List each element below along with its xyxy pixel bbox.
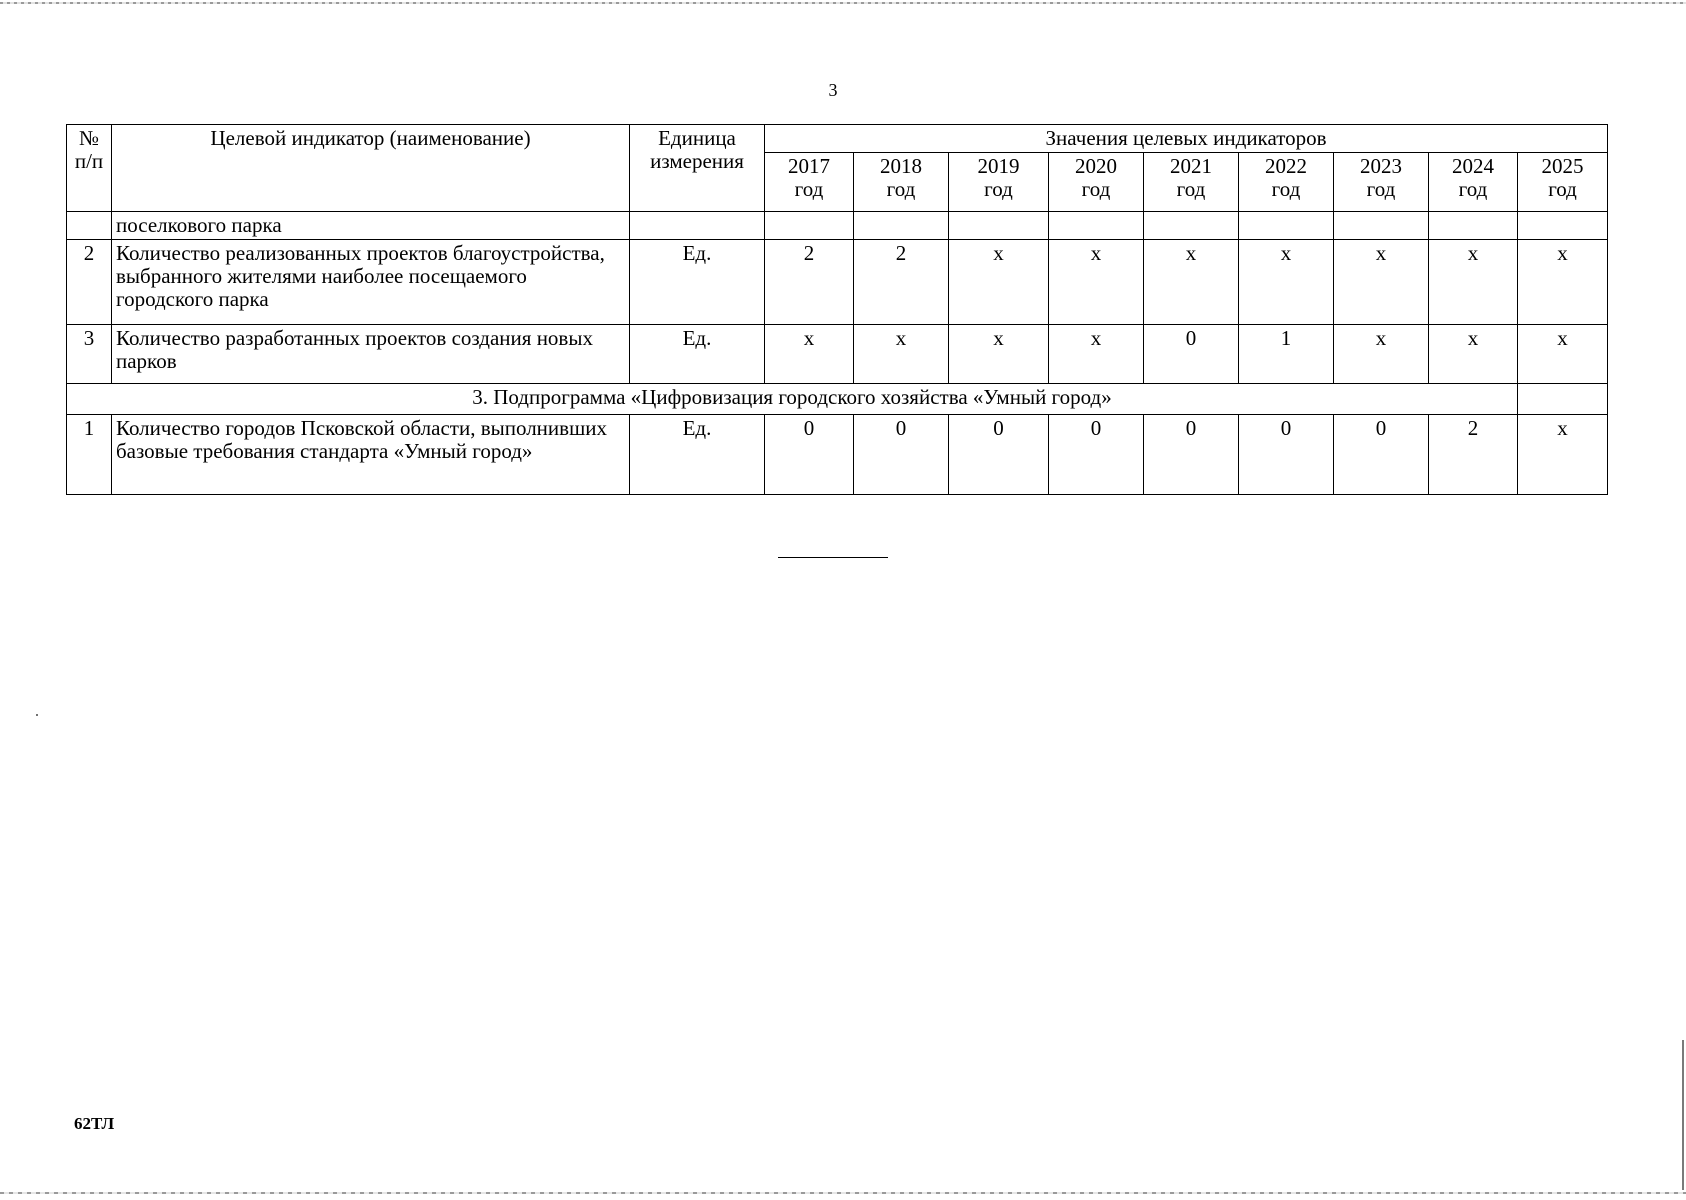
value-cell: 0	[1144, 325, 1239, 384]
value-cell: x	[949, 240, 1049, 325]
value-cell: 0	[1144, 415, 1239, 495]
page-number: 3	[828, 80, 838, 100]
table-row	[67, 240, 1608, 325]
value-cell: x	[1429, 325, 1518, 384]
value-cell: x	[1049, 240, 1144, 325]
unit-cell: Ед.	[630, 240, 765, 325]
value-cell: x	[1334, 240, 1429, 325]
indicator-name: Количество разработанных проектов создания новых парков	[112, 325, 630, 384]
value-cell: 2	[765, 240, 854, 325]
value-cell: x	[765, 325, 854, 384]
document-code: 62ТЛ	[74, 1114, 115, 1133]
empty-cell	[1049, 212, 1144, 240]
subprogram-title: 3. Подпрограмма «Цифровизация городского хозяйства «Умный город»	[67, 384, 1518, 415]
header-year: 2017 год	[765, 153, 854, 212]
header-year: 2023 год	[1334, 153, 1429, 212]
table-row	[67, 325, 1608, 384]
value-cell: x	[1239, 240, 1334, 325]
indicator-name: Количество городов Псковской области, выполнивших базовые требования стандарта «Умный город»	[112, 415, 630, 495]
value-cell: 0	[1049, 415, 1144, 495]
unit-cell: Ед.	[630, 415, 765, 495]
header-num	[67, 125, 112, 212]
header-values: Значения целевых индикаторов	[765, 125, 1608, 153]
row-number: 1	[67, 415, 112, 495]
value-cell: 2	[1429, 415, 1518, 495]
value-cell: x	[1144, 240, 1239, 325]
header-year: 2018 год	[854, 153, 949, 212]
unit-cell: Ед.	[630, 325, 765, 384]
value-cell: x	[1518, 325, 1608, 384]
header-num-label: № п/п	[74, 126, 104, 173]
header-year: 2021 год	[1144, 153, 1239, 212]
scan-edge-bottom	[0, 1192, 1686, 1194]
empty-cell	[949, 212, 1049, 240]
value-cell: 0	[1334, 415, 1429, 495]
header-year: 2019 год	[949, 153, 1049, 212]
empty-cell	[1518, 212, 1608, 240]
header-year: 2020 год	[1049, 153, 1144, 212]
empty-cell	[1334, 212, 1429, 240]
empty-cell	[67, 212, 112, 240]
value-cell: 0	[854, 415, 949, 495]
value-cell: x	[1334, 325, 1429, 384]
continuation-text: поселкового парка	[112, 212, 630, 240]
header-year: 2022 год	[1239, 153, 1334, 212]
closing-line	[778, 557, 888, 558]
scan-edge-right	[1682, 1040, 1684, 1190]
scan-speck	[36, 714, 38, 716]
header-year: 2025 год	[1518, 153, 1608, 212]
value-cell: 0	[1239, 415, 1334, 495]
value-cell: x	[1518, 240, 1608, 325]
continuation-row	[67, 212, 1608, 240]
header-year: 2024 год	[1429, 153, 1518, 212]
empty-cell	[630, 212, 765, 240]
row-number: 3	[67, 325, 112, 384]
header-indicator: Целевой индикатор (наименование)	[112, 125, 630, 212]
value-cell: x	[854, 325, 949, 384]
empty-cell	[854, 212, 949, 240]
value-cell: x	[1518, 415, 1608, 495]
table-header-row	[67, 125, 1608, 153]
empty-cell	[1144, 212, 1239, 240]
header-unit: Единица измерения	[630, 125, 765, 212]
row-number: 2	[67, 240, 112, 325]
value-cell: x	[1429, 240, 1518, 325]
subprogram-row	[67, 384, 1608, 415]
value-cell: x	[1049, 325, 1144, 384]
empty-cell	[1239, 212, 1334, 240]
scan-edge-top	[0, 2, 1686, 4]
value-cell: 0	[765, 415, 854, 495]
indicators-table	[66, 124, 1608, 495]
value-cell: 2	[854, 240, 949, 325]
empty-cell	[1429, 212, 1518, 240]
empty-cell	[1518, 384, 1608, 415]
table-row	[67, 415, 1608, 495]
value-cell: 0	[949, 415, 1049, 495]
value-cell: x	[949, 325, 1049, 384]
value-cell: 1	[1239, 325, 1334, 384]
empty-cell	[765, 212, 854, 240]
indicator-name: Количество реализованных проектов благоустройства, выбранного жителями наиболее посещаемого городского парка	[112, 240, 630, 325]
